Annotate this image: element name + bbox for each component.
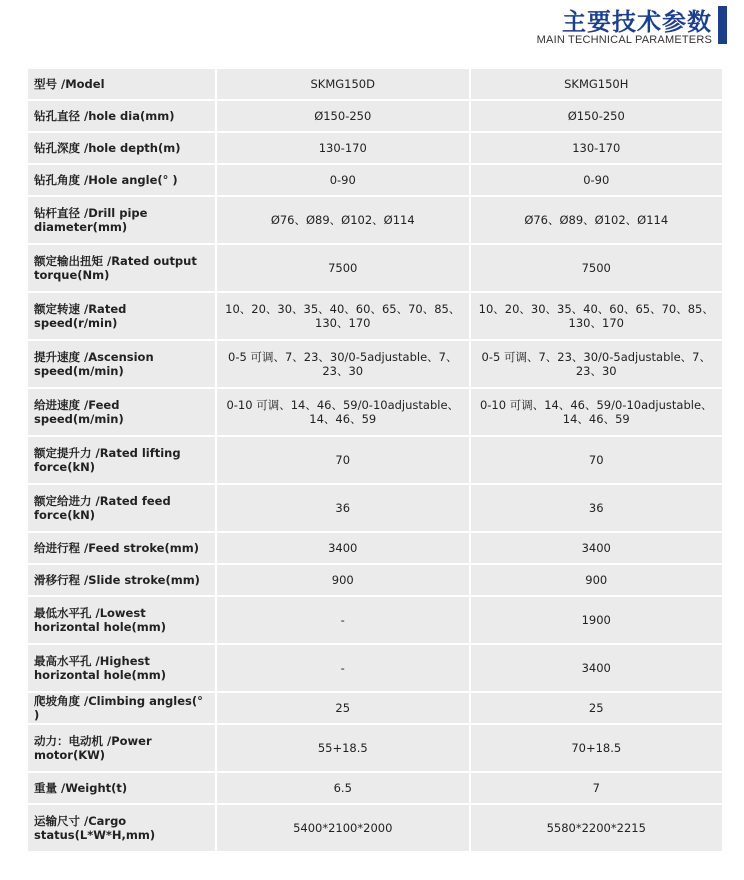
row-label: 最低水平孔 /Lowest horizontal hole(mm): [28, 597, 215, 643]
value-skmg150h: 25: [471, 693, 723, 723]
value-skmg150h: 3400: [471, 533, 723, 563]
value-skmg150h: 70+18.5: [471, 725, 723, 771]
row-label: 重量 /Weight(t): [28, 773, 215, 803]
row-label: 提升速度 /Ascension speed(m/min): [28, 341, 215, 387]
value-skmg150d: 3400: [217, 533, 469, 563]
row-label: 型号 /Model: [28, 69, 215, 99]
table-row: [28, 341, 722, 387]
value-skmg150d: 0-10 可调、14、46、59/0-10adjustable、14、46、59: [217, 389, 469, 435]
table-row: [28, 805, 722, 851]
section-title: 主要技术参数: [562, 8, 712, 36]
value-skmg150h: SKMG150H: [471, 69, 723, 99]
row-label: 钻杆直径 /Drill pipe diameter(mm): [28, 197, 215, 243]
table-row: [28, 597, 722, 643]
title-accent-bar: [718, 6, 727, 44]
value-skmg150d: 0-90: [217, 165, 469, 195]
row-label: 额定输出扭矩 /Rated output torque(Nm): [28, 245, 215, 291]
section-subtitle: MAIN TECHNICAL PARAMETERS: [536, 34, 712, 46]
row-label: 给进速度 /Feed speed(m/min): [28, 389, 215, 435]
value-skmg150d: 55+18.5: [217, 725, 469, 771]
row-label: 额定给进力 /Rated feed force(kN): [28, 485, 215, 531]
table-row: [28, 725, 722, 771]
table-row: [28, 245, 722, 291]
table-row: [28, 101, 722, 131]
value-skmg150d: Ø150-250: [217, 101, 469, 131]
row-label: 额定转速 /Rated speed(r/min): [28, 293, 215, 339]
value-skmg150h: Ø76、Ø89、Ø102、Ø114: [471, 197, 723, 243]
row-label: 钻孔直径 /hole dia(mm): [28, 101, 215, 131]
table-row: [28, 197, 722, 243]
value-skmg150h: 7: [471, 773, 723, 803]
table-row: [28, 389, 722, 435]
value-skmg150d: SKMG150D: [217, 69, 469, 99]
value-skmg150d: 0-5 可调、7、23、30/0-5adjustable、7、23、30: [217, 341, 469, 387]
row-label: 最高水平孔 /Highest horizontal hole(mm): [28, 645, 215, 691]
parameters-table: [26, 67, 724, 853]
table-row: [28, 293, 722, 339]
row-label: 滑移行程 /Slide stroke(mm): [28, 565, 215, 595]
value-skmg150d: 900: [217, 565, 469, 595]
table-row: [28, 437, 722, 483]
value-skmg150h: 130-170: [471, 133, 723, 163]
value-skmg150h: 900: [471, 565, 723, 595]
table-row: [28, 133, 722, 163]
row-label: 额定提升力 /Rated lifting force(kN): [28, 437, 215, 483]
value-skmg150d: 25: [217, 693, 469, 723]
value-skmg150h: 10、20、30、35、40、60、65、70、85、130、170: [471, 293, 723, 339]
value-skmg150d: -: [217, 645, 469, 691]
value-skmg150h: 0-90: [471, 165, 723, 195]
table-row: [28, 773, 722, 803]
value-skmg150d: 6.5: [217, 773, 469, 803]
value-skmg150h: 7500: [471, 245, 723, 291]
value-skmg150h: 70: [471, 437, 723, 483]
value-skmg150d: 36: [217, 485, 469, 531]
value-skmg150d: Ø76、Ø89、Ø102、Ø114: [217, 197, 469, 243]
table-row: [28, 645, 722, 691]
value-skmg150d: 7500: [217, 245, 469, 291]
row-label: 给进行程 /Feed stroke(mm): [28, 533, 215, 563]
table-row: [28, 69, 722, 99]
row-label: 爬坡角度 /Climbing angles(° ): [28, 693, 215, 723]
table-row: [28, 565, 722, 595]
value-skmg150d: 130-170: [217, 133, 469, 163]
value-skmg150h: Ø150-250: [471, 101, 723, 131]
table-row: [28, 165, 722, 195]
row-label: 钻孔深度 /hole depth(m): [28, 133, 215, 163]
value-skmg150h: 3400: [471, 645, 723, 691]
table-row: [28, 485, 722, 531]
value-skmg150d: -: [217, 597, 469, 643]
value-skmg150d: 5400*2100*2000: [217, 805, 469, 851]
value-skmg150h: 0-10 可调、14、46、59/0-10adjustable、14、46、59: [471, 389, 723, 435]
value-skmg150d: 70: [217, 437, 469, 483]
table-row: [28, 693, 722, 723]
table-row: [28, 533, 722, 563]
value-skmg150h: 0-5 可调、7、23、30/0-5adjustable、7、23、30: [471, 341, 723, 387]
value-skmg150h: 36: [471, 485, 723, 531]
row-label: 运输尺寸 /Cargo status(L*W*H,mm): [28, 805, 215, 851]
value-skmg150h: 1900: [471, 597, 723, 643]
value-skmg150d: 10、20、30、35、40、60、65、70、85、130、170: [217, 293, 469, 339]
section-header: [0, 0, 744, 52]
value-skmg150h: 5580*2200*2215: [471, 805, 723, 851]
row-label: 钻孔角度 /Hole angle(° ): [28, 165, 215, 195]
row-label: 动力：电动机 /Power motor(KW): [28, 725, 215, 771]
